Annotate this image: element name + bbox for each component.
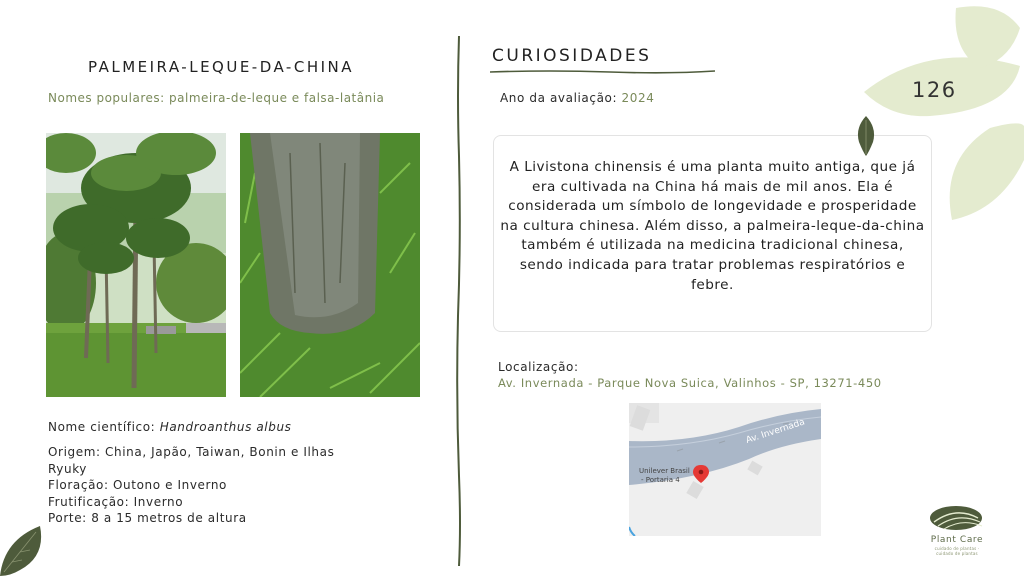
page-number: 126 bbox=[912, 78, 957, 102]
palm-trunk-photo bbox=[240, 133, 420, 397]
bottom-leaf-icon bbox=[0, 526, 44, 576]
scientific-name-label: Nome científico: bbox=[48, 420, 156, 434]
curiosity-text: A Livistona chinensis é uma planta muito antiga, que já era cultivada na China há mais de mil anos. Ela é considerada um símbolo de longevidade e prosperidade na cultura chinesa. Além disso, a palmeira-leque-da-china também é utilizada na medicina tradicional chinesa, sendo indicada para tratar problemas respiratórios e febre. bbox=[500, 159, 925, 293]
plant-details bbox=[48, 444, 368, 527]
palm-trunk-image bbox=[240, 133, 420, 397]
palm-trees-photo bbox=[46, 133, 226, 397]
location-map[interactable] bbox=[629, 403, 821, 536]
popular-names bbox=[48, 91, 384, 105]
leaf-icon bbox=[855, 116, 877, 156]
scientific-name-value: Handroanthus albus bbox=[159, 420, 292, 434]
brand-tagline: cuidado de plantas · cuidado de plantas bbox=[934, 546, 980, 556]
map-place-label-1: Unilever Brasil bbox=[639, 467, 690, 475]
detail-fruiting: Frutificação: Inverno bbox=[48, 494, 184, 509]
evaluation-year-label: Ano da avaliação: bbox=[500, 91, 618, 105]
detail-flowering: Floração: Outono e Inverno bbox=[48, 478, 227, 493]
evaluation-year-value: 2024 bbox=[621, 91, 655, 105]
location-address: Av. Invernada - Parque Nova Suica, Valinhos - SP, 13271-450 bbox=[498, 376, 882, 390]
map-image bbox=[629, 403, 821, 536]
plant-title: PALMEIRA-LEQUE-DA-CHINA bbox=[88, 58, 355, 76]
evaluation-year bbox=[500, 91, 655, 105]
curiosities-heading: CURIOSIDADES bbox=[492, 46, 652, 66]
map-street-label: Av. Invernada bbox=[744, 417, 807, 446]
brand-name: Plant Care bbox=[930, 535, 984, 545]
map-place-label-2: - Portaria 4 bbox=[641, 476, 680, 484]
detail-size: Porte: 8 a 15 metros de altura bbox=[48, 511, 247, 526]
heading-underline bbox=[490, 68, 715, 76]
popular-names-value: palmeira-de-leque e falsa-latânia bbox=[169, 91, 385, 105]
decorative-leaves bbox=[860, 0, 1024, 230]
column-divider bbox=[455, 36, 463, 566]
palm-trees-image bbox=[46, 133, 226, 397]
popular-names-label: Nomes populares: bbox=[48, 91, 165, 105]
location-label: Localização: bbox=[498, 360, 579, 374]
brand-logo bbox=[920, 500, 992, 566]
detail-origin: Origem: China, Japão, Taiwan, Bonin e Ilhas Ryuky bbox=[48, 445, 335, 476]
scientific-name bbox=[48, 420, 292, 434]
